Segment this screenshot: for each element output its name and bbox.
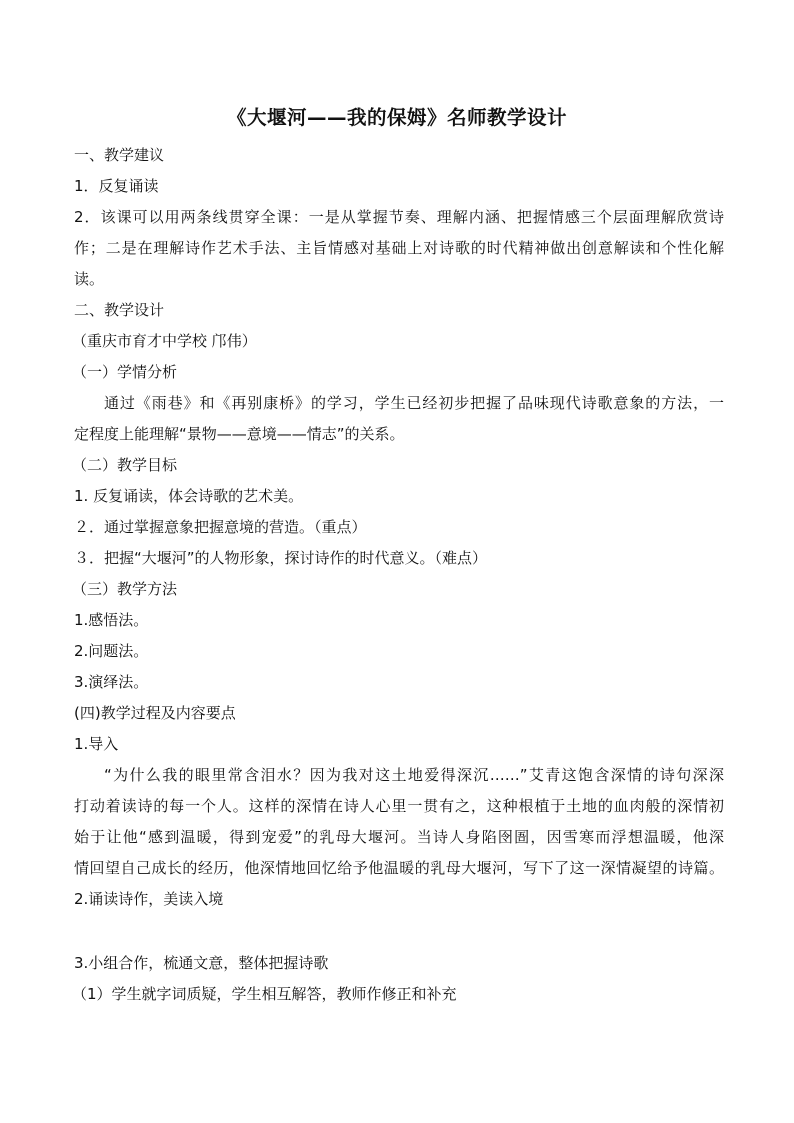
subsection-heading: （一）学情分析 — [72, 363, 178, 381]
paragraph-line: “为什么我的眼里常含泪水？因为我对这土地爱得深沉……”艾青这饱含深情的诗句深深 — [104, 766, 724, 784]
list-item: （1）学生就字词质疑，学生相互解答，教师作修正和补充 — [72, 985, 457, 1003]
document-title: 《大堰河——我的保姆》名师教学设计 — [226, 106, 567, 129]
paragraph-line: 始于让他“感到温暖，得到宠爱”的乳母大堰河。当诗人身陷囹圄，因雪寒而浮想温暖，他深 — [74, 828, 724, 846]
list-item: ２．通过掌握意象把握意境的营造。（重点） — [74, 518, 367, 536]
list-item: 1.导入 — [74, 735, 119, 753]
subsection-heading: （三）教学方法 — [72, 580, 178, 598]
paragraph-line: 1．反复诵读 — [74, 177, 159, 195]
section-heading-teaching-suggestions: 一、教学建议 — [74, 146, 165, 164]
list-item: 1. 反复诵读，体会诗歌的艺术美。 — [74, 487, 304, 505]
list-item: 2.问题法。 — [74, 642, 149, 660]
section-heading-teaching-design: 二、教学设计 — [74, 301, 165, 319]
list-item: 3.小组合作，梳通文意，整体把握诗歌 — [74, 954, 329, 972]
list-item: ３．把握“大堰河”的人物形象，探讨诗作的时代意义。（难点） — [74, 549, 488, 567]
list-item: 1.感悟法。 — [74, 611, 149, 629]
paragraph-line: 情回望自己成长的经历，他深情地回忆给予他温暖的乳母大堰河，写下了这一深情凝望的诗篇。 — [74, 859, 724, 877]
subsection-heading: (四)教学过程及内容要点 — [74, 704, 236, 722]
paragraph-line: 定程度上能理解“景物——意境——情志”的关系。 — [74, 425, 405, 443]
paragraph-line: 打动着读诗的每一个人。这样的深情在诗人心里一贯有之，这种根植于土地的血肉般的深情初 — [74, 797, 724, 815]
paragraph-line: 作；二是在理解诗作艺术手法、主旨情感对基础上对诗歌的时代精神做出创意解读和个性化解 — [74, 239, 724, 257]
paragraph-line: 读。 — [74, 270, 105, 288]
list-item: 3.演绎法。 — [74, 673, 149, 691]
paragraph-line: 通过《雨巷》和《再别康桥》的学习，学生已经初步把握了品味现代诗歌意象的方法，一 — [104, 394, 724, 412]
paragraph-line: 2．该课可以用两条线贯穿全课：一是从掌握节奏、理解内涵、把握情感三个层面理解欣赏诗 — [74, 208, 724, 226]
list-item: 2.诵读诗作，美读入境 — [74, 890, 224, 908]
author-line: （重庆市育才中学校 邝伟） — [72, 332, 257, 350]
subsection-heading: （二）教学目标 — [72, 456, 178, 474]
